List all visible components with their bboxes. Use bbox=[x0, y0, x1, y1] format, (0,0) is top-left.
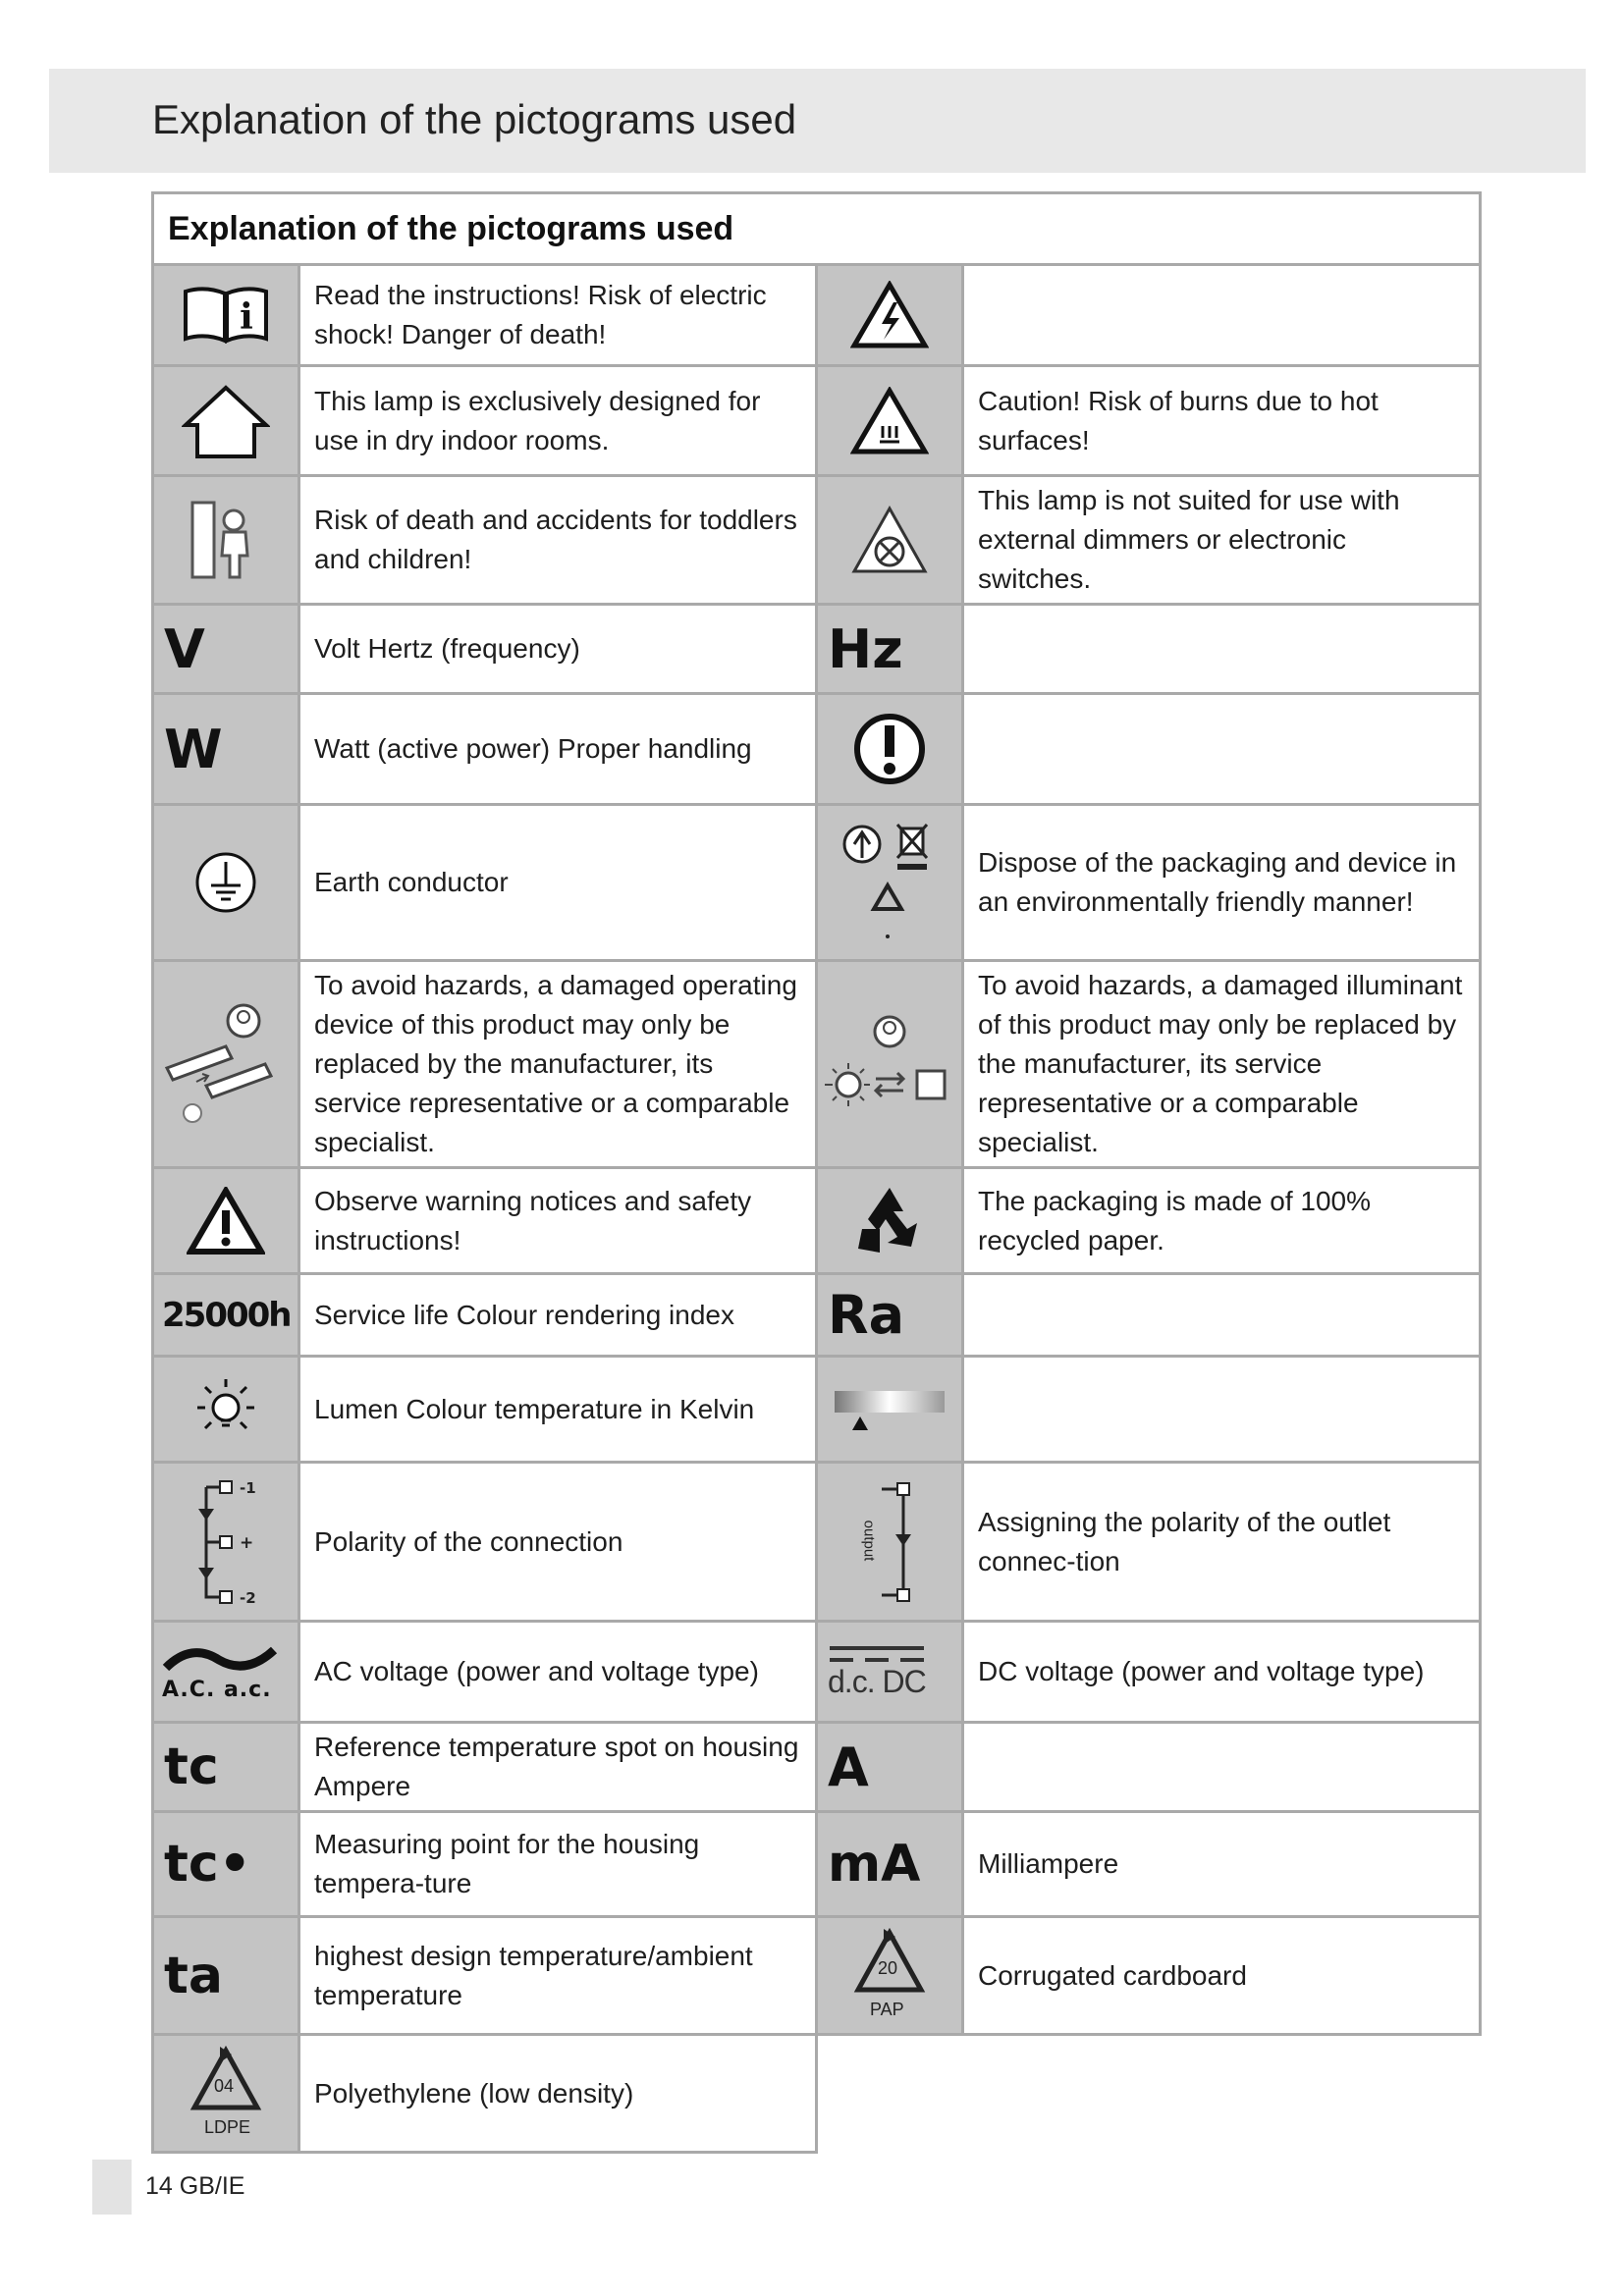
colour-rendering-icon bbox=[817, 1274, 963, 1357]
watt-text: Watt (active power) Proper handling bbox=[299, 694, 817, 805]
table-row bbox=[153, 476, 1481, 605]
no-dimmer-text: This lamp is not suited for use with external dimmers or electronic switches. bbox=[963, 476, 1481, 605]
svg-text:+: + bbox=[240, 1532, 254, 1553]
outlet-polarity-label: output bbox=[860, 1520, 878, 1561]
recycle-arrows-icon bbox=[817, 1168, 963, 1274]
pap-recycling-icon bbox=[817, 1917, 963, 2035]
milliampere-text: Milliampere bbox=[963, 1812, 1481, 1917]
led-replacement-icon bbox=[817, 961, 963, 1168]
table-row bbox=[153, 1917, 1481, 2035]
tc-symbol: tc bbox=[164, 1737, 219, 1796]
ac-voltage-text: AC voltage (power and voltage type) bbox=[299, 1622, 817, 1723]
header-band bbox=[49, 69, 1586, 173]
table-title-row bbox=[153, 193, 1481, 265]
polarity-text: Polarity of the connection bbox=[299, 1463, 817, 1622]
svg-text:-1: -1 bbox=[240, 1478, 256, 1497]
proper-handling-text bbox=[963, 694, 1481, 805]
dispose-text: Dispose of the packaging and device in an environmentally friendly manner! bbox=[963, 805, 1481, 961]
hot-surface-warning-icon bbox=[817, 366, 963, 476]
pap-label: PAP bbox=[870, 1999, 904, 2019]
recycling-disposal-icon bbox=[817, 805, 963, 961]
service-life-symbol: 25000h bbox=[162, 1295, 291, 1335]
volt-icon bbox=[153, 605, 299, 694]
exclamation-circle-icon bbox=[817, 694, 963, 805]
table-row bbox=[153, 961, 1481, 1168]
table-row bbox=[153, 1357, 1481, 1463]
ldpe-label: LDPE bbox=[204, 2116, 251, 2137]
empty-cell bbox=[817, 2035, 1481, 2153]
milliampere-icon bbox=[817, 1812, 963, 1917]
table-row bbox=[153, 605, 1481, 694]
tc-point-icon bbox=[153, 1812, 299, 1917]
ta-symbol: ta bbox=[164, 1946, 223, 2005]
no-dimmer-icon bbox=[817, 476, 963, 605]
electric-shock-text bbox=[963, 265, 1481, 366]
table-row bbox=[153, 1723, 1481, 1812]
measuring-point-text: Measuring point for the housing tempera-ture bbox=[299, 1812, 817, 1917]
svg-text:-2: -2 bbox=[240, 1588, 256, 1607]
page-number: 14 GB/IE bbox=[145, 2172, 245, 2200]
electric-shock-warning-icon bbox=[817, 265, 963, 366]
hertz-icon bbox=[817, 605, 963, 694]
ac-voltage-icon bbox=[153, 1622, 299, 1723]
hertz-symbol: Hz bbox=[828, 617, 903, 680]
colour-temperature-text bbox=[963, 1357, 1481, 1463]
polarity-icon bbox=[153, 1463, 299, 1622]
table-row bbox=[153, 2035, 1481, 2153]
ac-voltage-symbol: A.C. a.c. bbox=[162, 1677, 272, 1702]
service-life-text: Service life Colour rendering index bbox=[299, 1274, 817, 1357]
ta-icon bbox=[153, 1917, 299, 2035]
reference-temperature-text: Reference temperature spot on housing Ampere bbox=[299, 1723, 817, 1812]
pictogram-table bbox=[151, 191, 1482, 2154]
table-row bbox=[153, 1812, 1481, 1917]
warning-triangle-icon bbox=[153, 1168, 299, 1274]
read-instructions-text: Read the instructions! Risk of electric shock! Danger of death! bbox=[299, 265, 817, 366]
ampere-text bbox=[963, 1723, 1481, 1812]
operating-device-replacement-icon bbox=[153, 961, 299, 1168]
led-replacement-text: To avoid hazards, a damaged illuminant of this product may only be replaced by the manufacturer, its service representative or a comparable specialist. bbox=[963, 961, 1481, 1168]
table-row bbox=[153, 805, 1481, 961]
service-life-icon bbox=[153, 1274, 299, 1357]
table-row bbox=[153, 1274, 1481, 1357]
polyethylene-text: Polyethylene (low density) bbox=[299, 2035, 817, 2153]
tc-point-symbol: tc• bbox=[164, 1835, 251, 1894]
table-row bbox=[153, 366, 1481, 476]
hertz-text bbox=[963, 605, 1481, 694]
children-risk-text: Risk of death and accidents for toddlers and children! bbox=[299, 476, 817, 605]
ampere-icon bbox=[817, 1723, 963, 1812]
tc-icon bbox=[153, 1723, 299, 1812]
ampere-symbol: A bbox=[828, 1735, 869, 1798]
colour-temperature-icon bbox=[817, 1357, 963, 1463]
earth-conductor-icon bbox=[153, 805, 299, 961]
table-row bbox=[153, 694, 1481, 805]
dc-voltage-text: DC voltage (power and voltage type) bbox=[963, 1622, 1481, 1723]
warning-notices-text: Observe warning notices and safety instructions! bbox=[299, 1168, 817, 1274]
page-title: Explanation of the pictograms used bbox=[152, 96, 797, 142]
outlet-polarity-text: Assigning the polarity of the outlet connec-tion bbox=[963, 1463, 1481, 1622]
table-row bbox=[153, 1463, 1481, 1622]
read-instructions-icon bbox=[153, 265, 299, 366]
earth-conductor-text: Earth conductor bbox=[299, 805, 817, 961]
table-row bbox=[153, 1622, 1481, 1723]
table-title: Explanation of the pictograms used bbox=[153, 193, 1481, 265]
colour-rendering-symbol: Ra bbox=[828, 1284, 905, 1346]
recycled-paper-text: The packaging is made of 100% recycled paper. bbox=[963, 1168, 1481, 1274]
lumen-bulb-icon bbox=[153, 1357, 299, 1463]
svg-text:i: i bbox=[240, 296, 253, 338]
dc-voltage-icon bbox=[817, 1622, 963, 1723]
table-row bbox=[153, 265, 1481, 366]
house-icon bbox=[153, 366, 299, 476]
cardboard-text: Corrugated cardboard bbox=[963, 1917, 1481, 2035]
lumen-text: Lumen Colour temperature in Kelvin bbox=[299, 1357, 817, 1463]
pap-number: 20 bbox=[878, 1957, 898, 1978]
dc-voltage-symbol: d.c. DC bbox=[828, 1663, 926, 1699]
footer-tab bbox=[92, 2160, 132, 2215]
ldpe-recycling-icon bbox=[153, 2035, 299, 2153]
child-window-icon bbox=[153, 476, 299, 605]
watt-symbol: W bbox=[164, 718, 223, 780]
hot-surface-text: Caution! Risk of burns due to hot surfaces! bbox=[963, 366, 1481, 476]
milliampere-symbol: mA bbox=[828, 1835, 921, 1894]
ambient-temperature-text: highest design temperature/ambient temperature bbox=[299, 1917, 817, 2035]
ldpe-number: 04 bbox=[214, 2075, 235, 2096]
colour-rendering-text bbox=[963, 1274, 1481, 1357]
operating-device-text: To avoid hazards, a damaged operating device of this product may only be replaced by the manufacturer, its service representative or a comparable specialist. bbox=[299, 961, 817, 1168]
table-row bbox=[153, 1168, 1481, 1274]
dry-indoor-text: This lamp is exclusively designed for use in dry indoor rooms. bbox=[299, 366, 817, 476]
outlet-polarity-icon bbox=[817, 1463, 963, 1622]
volt-symbol: V bbox=[164, 617, 205, 680]
volt-hertz-text: Volt Hertz (frequency) bbox=[299, 605, 817, 694]
watt-icon bbox=[153, 694, 299, 805]
